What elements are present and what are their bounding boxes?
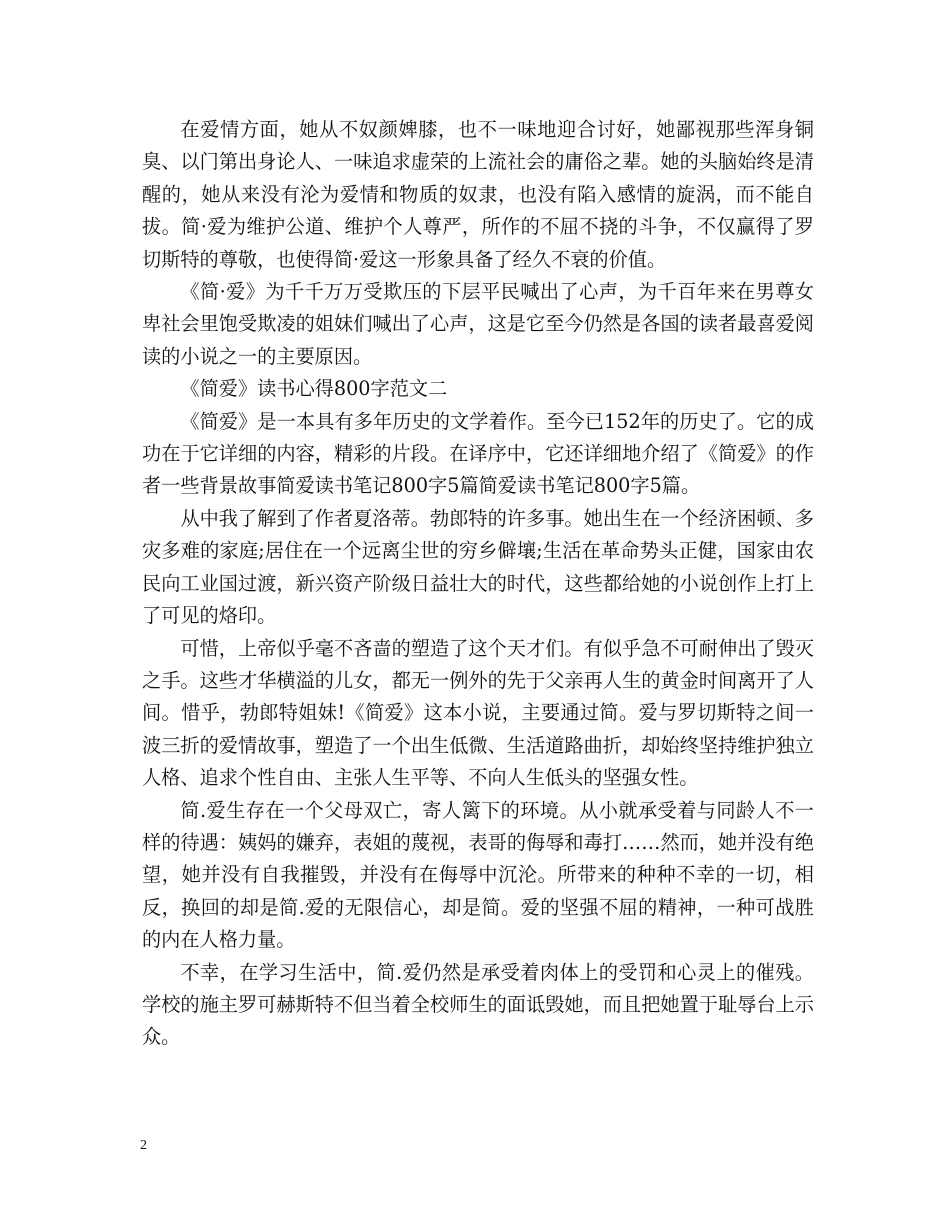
paragraph-school-life: 不幸，在学习生活中，简.爱仍然是承受着肉体上的受罚和心灵上的催残。学校的施主罗可赫斯特不但当着全校师生的面诋毁她，而且把她置于耻辱台上示众。 (142, 960, 814, 1049)
paragraph-book-history: 《简爱》是一本具有多年历史的文学着作。至今已152年的历史了。它的成功在于它详细的内容，精彩的片段。在译序中，它还详细地介绍了《简爱》的作者一些背景故事简爱读书笔记800字5篇简爱读书笔记800字5篇。 (142, 409, 814, 498)
paragraph-author-life: 从中我了解到了作者夏洛蒂。勃郎特的许多事。她出生在一个经济困顿、多灾多难的家庭;居住在一个远离尘世的穷乡僻壤;生活在革命势头正健，国家由农民向工业国过渡，新兴资产阶级日益壮大的时代，这些都给她的小说创作上打上了可见的烙印。 (142, 506, 814, 628)
paragraph-love-attitude: 在爱情方面，她从不奴颜婢膝，也不一味地迎合讨好，她鄙视那些浑身铜臭、以门第出身论人、一味追求虚荣的上流社会的庸俗之辈。她的头脑始终是清醒的，她从来没有沦为爱情和物质的奴隶，也没有陷入感情的旋涡，而不能自拔。简·爱为维护公道、维护个人尊严，所作的不屈不挠的斗争，不仅赢得了罗切斯特的尊敬，也使得简·爱这一形象具备了经久不衰的价值。 (142, 118, 814, 271)
document-body (142, 114, 814, 1054)
paragraph-talent-lost: 可惜，上帝似乎毫不吝啬的塑造了这个天才们。有似乎急不可耐伸出了毁灭之手。这些才华横溢的儿女，都无一例外的先于父亲再人生的黄金时间离开了人间。惜乎，勃郎特姐妹!《简爱》这本小说，主要通过简。爱与罗切斯特之间一波三折的爱情故事，塑造了一个出生低微、生活道路曲折，却始终坚持维护独立人格、追求个性自由、主张人生平等、不向人生低头的坚强女性。 (142, 636, 814, 790)
page-number: 2 (140, 1138, 147, 1153)
paragraph-voice-of-people: 《简·爱》为千千万万受欺压的下层平民喊出了心声，为千百年来在男尊女卑社会里饱受欺凌的姐妹们喊出了心声，这是它至今仍然是各国的读者最喜爱阅读的小说之一的主要原因。 (142, 280, 814, 368)
section-heading: 《简爱》读书心得800字范文二 (180, 377, 448, 401)
paragraph-childhood: 简.爱生存在一个父母双亡，寄人篱下的环境。从小就承受着与同龄人不一样的待遇：姨妈的嫌弃，表姐的蔑视，表哥的侮辱和毒打……然而，她并没有绝望，她并没有自我摧毁，并没有在侮辱中沉沦。所带来的种种不幸的一切，相反，换回的却是简.爱的无限信心，却是简。爱的坚强不屈的精神，一种可战胜的内在人格力量。 (142, 798, 814, 952)
